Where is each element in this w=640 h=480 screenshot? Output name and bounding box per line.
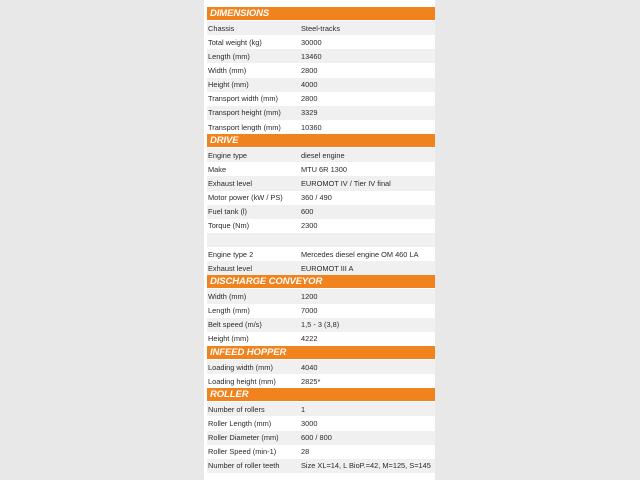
spec-label: Height (mm) [208,80,249,90]
spec-row [207,332,435,346]
spec-label: Height (mm) [208,334,249,344]
spec-panel [204,0,435,480]
spec-label: Roller Diameter (mm) [208,433,279,443]
spec-row [207,21,435,35]
spec-row [207,191,435,205]
spec-value: 2300 [301,221,318,231]
spec-label: Engine type 2 [208,249,254,259]
spec-label: Fuel tank (l) [208,207,248,217]
spec-label: Exhaust level [208,263,252,273]
spec-row [207,63,435,77]
spec-label: Width (mm) [208,291,247,301]
spec-value: 13460 [301,51,322,61]
spec-row [207,176,435,190]
spec-row [207,402,435,416]
spec-label: Length (mm) [208,51,250,61]
spec-value: 2800 [301,94,318,104]
spec-row [207,92,435,106]
spec-value: 4222 [301,334,318,344]
spec-label: Engine type [208,150,248,160]
spec-row [207,120,435,134]
spec-label: Total weight (kg) [208,37,262,47]
spec-label: Transport height (mm) [208,108,281,118]
spec-row [207,304,435,318]
spec-label: Transport length (mm) [208,122,281,132]
spec-value: EUROMOT IV / Tier IV final [301,178,391,188]
spec-label: Belt speed (m/s) [208,320,262,330]
spec-value: 4040 [301,362,318,372]
spec-row [207,261,435,275]
spec-label: Loading height (mm) [208,376,276,386]
spec-value: 600 / 800 [301,433,332,443]
spec-label: Length (mm) [208,306,250,316]
spacer-row [207,233,435,247]
spec-row [207,289,435,303]
spec-value: diesel engine [301,150,345,160]
spec-label: Exhaust level [208,178,252,188]
spec-row [207,247,435,261]
spec-row [207,148,435,162]
spec-label: Number of roller teeth [208,461,280,471]
spec-value: Mercedes diesel engine OM 460 LA [301,249,419,259]
spec-label: Chassis [208,23,235,33]
spec-value: Steel-tracks [301,23,341,33]
section-header-dimensions: DIMENSIONS [207,7,435,20]
spec-label: Roller Speed (min-1) [208,447,277,457]
spec-row [207,78,435,92]
spec-label: Loading width (mm) [208,362,273,372]
spec-value: 1 [301,404,306,414]
section-header-drive: DRIVE [207,134,435,147]
spec-value: 3329 [301,108,318,118]
spec-row [207,360,435,374]
spec-row [207,49,435,63]
spec-value: 1,5 - 3 (3,8) [301,320,340,330]
spec-value: 360 / 490 [301,193,332,203]
spec-value: 2800 [301,65,318,75]
section-header-discharge-conveyor: DISCHARGE CONVEYOR [207,275,435,288]
spec-value: 10360 [301,122,322,132]
section-header-roller: ROLLER [207,388,435,401]
spec-label: Roller Length (mm) [208,418,272,428]
spec-value: 4000 [301,80,318,90]
spec-label: Make [208,164,227,174]
spec-label: Motor power (kW / PS) [208,193,283,203]
spec-row [207,219,435,233]
spec-value: 3000 [301,418,318,428]
spec-value: 600 [301,207,314,217]
spec-row [207,205,435,219]
spec-row [207,431,435,445]
spec-label: Number of rollers [208,404,265,414]
section-header-infeed-hopper: INFEED HOPPER [207,346,435,359]
spec-row [207,35,435,49]
spec-value: 1200 [301,291,318,301]
spec-row [207,374,435,388]
spec-value: MTU 6R 1300 [301,164,348,174]
spec-row [207,106,435,120]
spec-row [207,162,435,176]
spec-value: 30000 [301,37,322,47]
spec-table [207,7,435,473]
spec-row [207,318,435,332]
spec-value: 7000 [301,306,318,316]
spec-row [207,459,435,473]
spec-value: 28 [301,447,310,457]
spec-value: 2825* [301,376,321,386]
spec-row [207,445,435,459]
spec-label: Torque (Nm) [208,221,250,231]
spec-label: Width (mm) [208,65,247,75]
spec-value: EUROMOT III A [301,263,354,273]
spec-row [207,416,435,430]
spec-value: Size XL=14, L BioP.=42, M=125, S=145 [301,461,431,471]
spec-label: Transport width (mm) [208,94,278,104]
